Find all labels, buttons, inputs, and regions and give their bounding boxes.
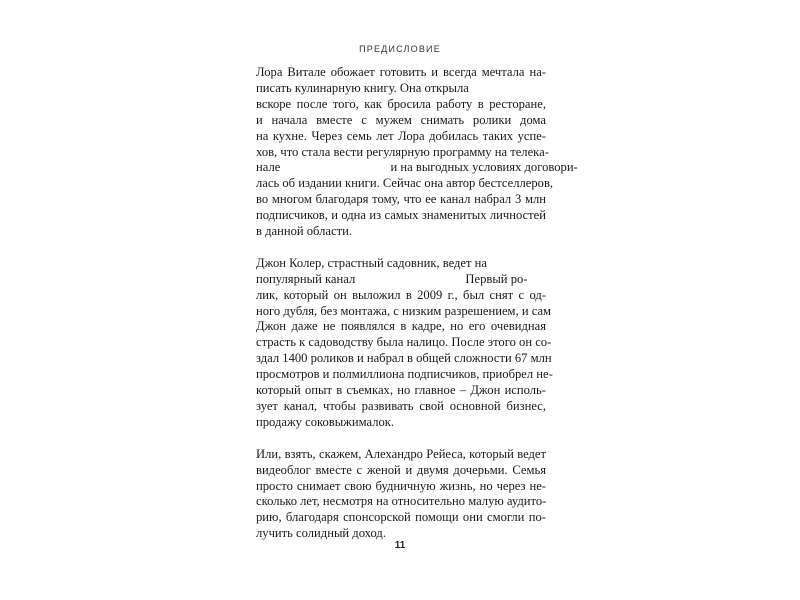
text-line: продажу соковыжималок. xyxy=(256,414,395,429)
paragraph xyxy=(256,447,546,542)
running-head: ПРЕДИСЛОВИЕ xyxy=(359,44,441,54)
text-line: просмотров и полмиллиона подписчиков, приобрел не- xyxy=(256,367,553,382)
text-line: писать кулинарную книгу. Она открыла xyxy=(256,80,469,95)
text-line: ного дубля, без монтажа, с низким разрешением, и сам xyxy=(256,303,552,318)
text-line: на кухне. Через семь лет Лора добилась таких успе- xyxy=(256,128,546,143)
text-line: Джон даже не появлялся в кадре, но его очевидная xyxy=(256,319,546,334)
text-line: популярный канал Первый ро- xyxy=(256,271,528,286)
text-line: и начала вместе с мужем снимать ролики дома xyxy=(256,112,546,127)
text-line: зует канал, чтобы развивать свой основной бизнес, xyxy=(256,399,546,414)
text-line: нале и на выгодных условиях договори- xyxy=(256,160,578,175)
page-number: 11 xyxy=(394,540,406,551)
text-line: вскоре после того, как бросила работу в ресторане, xyxy=(256,96,546,111)
text-line: хов, что стала вести регулярную программу на телека- xyxy=(256,144,549,159)
text-line: лик, который он выложил в 2009 г., был снят с од- xyxy=(256,287,546,302)
text-line: который опыт в съемках, но главное – Джон исполь- xyxy=(256,383,546,398)
text-line: лучить солидный доход. xyxy=(256,526,386,541)
text-line: Лора Витале обожает готовить и всегда мечтала на- xyxy=(256,65,546,79)
text-line: Джон Колер, страстный садовник, ведет на xyxy=(256,255,488,270)
text-line: во многом благодаря тому, что ее канал набрал 3 млн xyxy=(256,192,546,207)
text-line: рию, благодаря спонсорской помощи они смогли по- xyxy=(256,510,546,525)
body-text xyxy=(256,65,578,558)
text-line: лась об издании книги. Сейчас она автор бестселлеров, xyxy=(256,176,554,191)
text-line: здал 1400 роликов и набрал в общей сложности 67 млн xyxy=(256,351,552,366)
text-line: просто снимает свою будничную жизнь, но через не- xyxy=(256,478,546,493)
text-line: страсть к садоводству была налицо. После этого он со- xyxy=(256,335,552,350)
text-line: сколько лет, несмотря на относительно малую аудито- xyxy=(256,494,547,509)
text-line: подписчиков, и одна из самых знаменитых личностей xyxy=(256,208,546,223)
paragraph xyxy=(256,65,578,240)
text-line: видеоблог вместе с женой и двумя дочерьми. Семья xyxy=(256,462,546,477)
text-line: в данной области. xyxy=(256,224,353,239)
text-line: Или, взять, скажем, Алехандро Рейеса, который ведет xyxy=(256,446,546,461)
paragraph xyxy=(256,255,553,431)
